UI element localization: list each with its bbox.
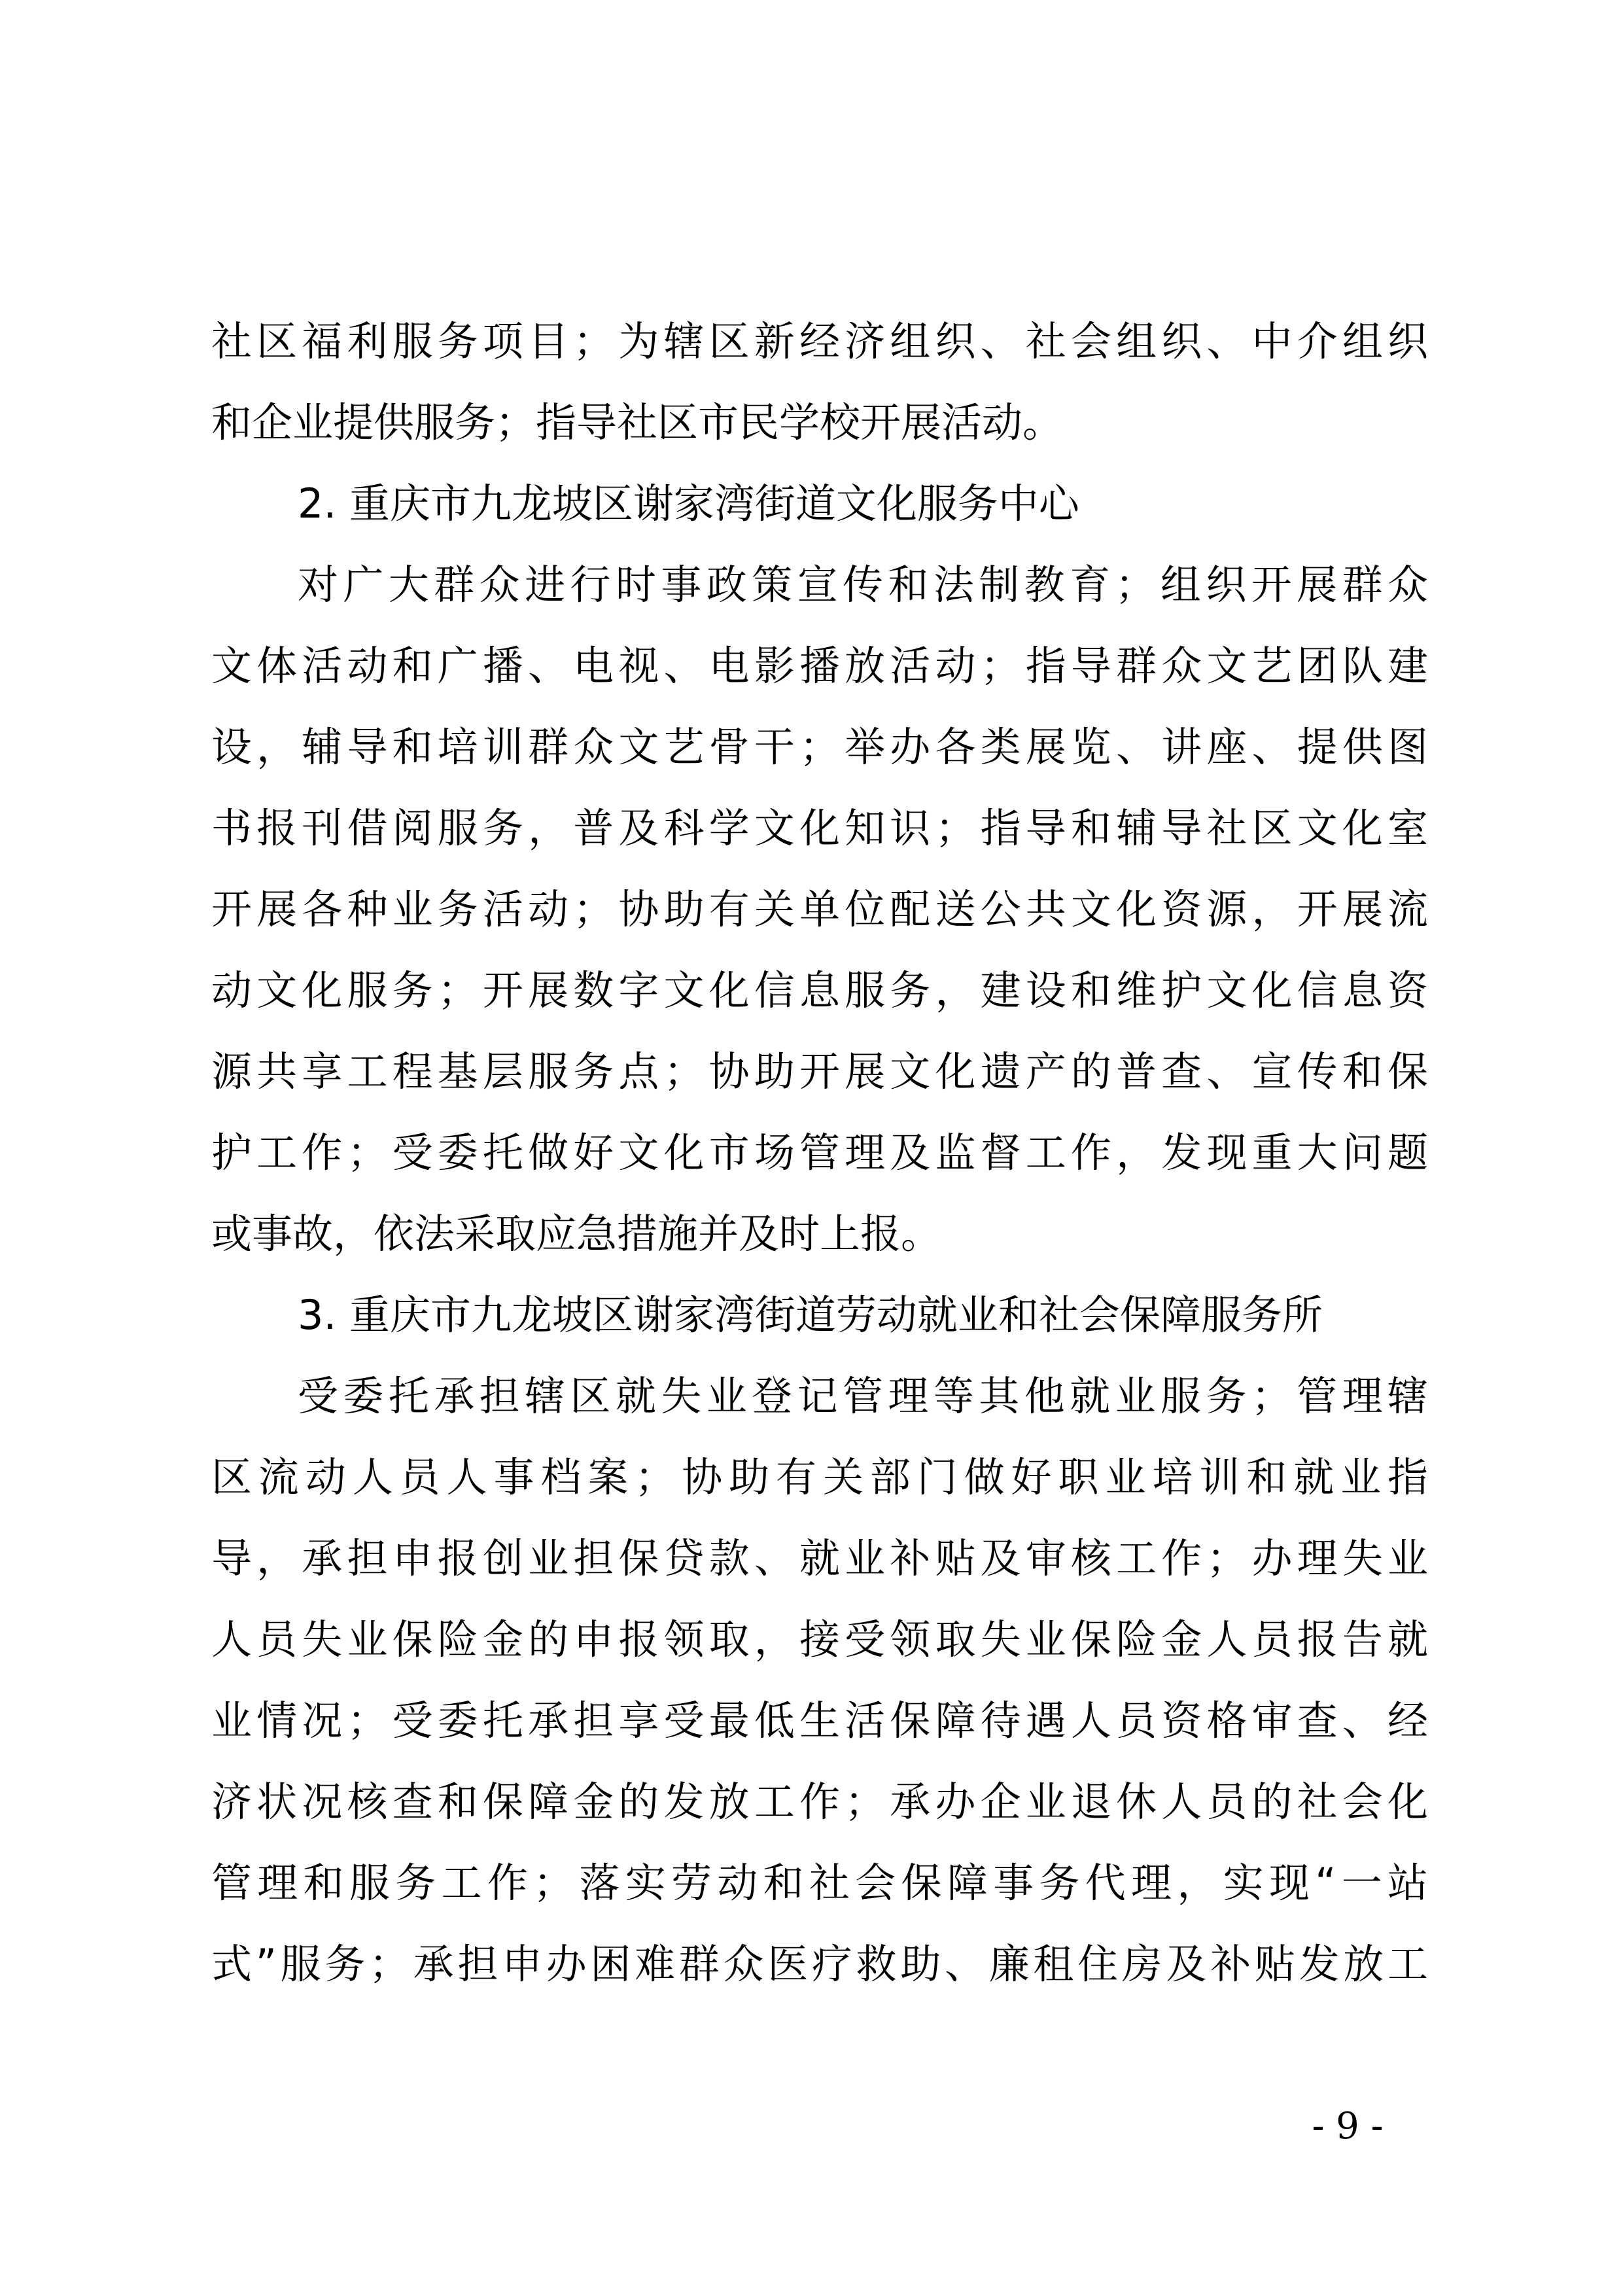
text-line: 业情况；受委托承担享受最低生活保障待遇人员资格审查、经	[211, 1697, 1428, 1744]
text-line: 源共享工程基层服务点；协助开展文化遗产的普查、宣传和保	[211, 1048, 1428, 1095]
page-number: - 9 -	[1312, 2105, 1384, 2147]
text-line: 设，辅导和培训群众文艺骨干；举办各类展览、讲座、提供图	[211, 723, 1428, 771]
section-heading: 2. 重庆市九龙坡区谢家湾街道文化服务中心	[298, 480, 1079, 527]
text-line: 护工作；受委托做好文化市场管理及监督工作，发现重大问题	[211, 1129, 1428, 1176]
text-line: 受委托承担辖区就失业登记管理等其他就业服务；管理辖	[298, 1372, 1428, 1420]
text-line: 济状况核查和保障金的发放工作；承办企业退休人员的社会化	[211, 1778, 1428, 1826]
text-line: 动文化服务；开展数字文化信息服务，建设和维护文化信息资	[211, 966, 1428, 1014]
text-line: 对广大群众进行时事政策宣传和法制教育；组织开展群众	[298, 561, 1428, 609]
text-line: 管理和服务工作；落实劳动和社会保障事务代理，实现“一站	[211, 1859, 1428, 1907]
text-line: 和企业提供服务；指导社区市民学校开展活动。	[211, 398, 1064, 446]
text-line: 书报刊借阅服务，普及科学文化知识；指导和辅导社区文化室	[211, 804, 1428, 852]
text-line: 区流动人员人事档案；协助有关部门做好职业培训和就业指	[211, 1453, 1428, 1501]
text-line: 式”服务；承担申办困难群众医疗救助、廉租住房及补贴发放工	[211, 1940, 1428, 1988]
text-line: 人员失业保险金的申报领取，接受领取失业保险金人员报告就	[211, 1616, 1428, 1663]
text-line: 开展各种业务活动；协助有关单位配送公共文化资源，开展流	[211, 885, 1428, 933]
section-heading: 3. 重庆市九龙坡区谢家湾街道劳动就业和社会保障服务所	[298, 1291, 1323, 1339]
text-line: 导，承担申报创业担保贷款、就业补贴及审核工作；办理失业	[211, 1534, 1428, 1582]
text-line: 社区福利服务项目；为辖区新经济组织、社会组织、中介组织	[211, 317, 1428, 365]
text-line: 或事故，依法采取应急措施并及时上报。	[211, 1210, 942, 1258]
text-line: 文体活动和广播、电视、电影播放活动；指导群众文艺团队建	[211, 642, 1428, 690]
